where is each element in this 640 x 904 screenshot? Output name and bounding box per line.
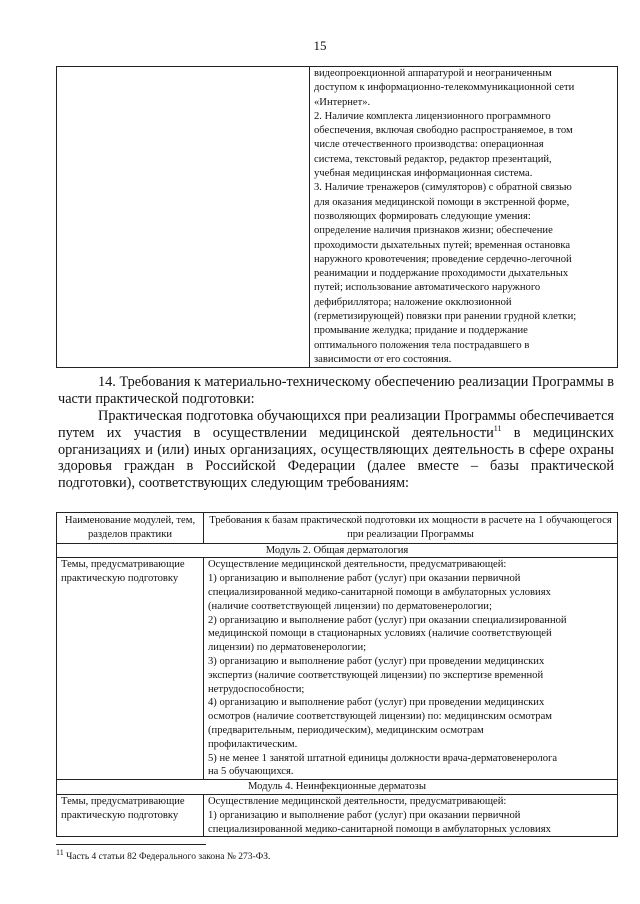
requirement-line: специализированной медико-санитарной помощи в амбулаторных условиях (208, 823, 551, 835)
top-table-line: промывание желудка; придание и поддержание (314, 325, 528, 337)
requirement-line: 4) организацию и выполнение работ (услуг) при проведении медицинских (208, 697, 545, 709)
table-row (57, 558, 618, 780)
requirement-line: экспертиз (наличие соответствующей лицензии) по экспертизе временной (208, 669, 544, 681)
requirement-line: лицензии) по дерматовенерологии; (208, 642, 367, 654)
top-table-line: доступом к информационно-телекоммуникационной сети (314, 82, 575, 94)
section-14-heading-text: 14. Требования к материально-техническому обеспечению реализации Программы в части практической подготовки: (58, 374, 614, 407)
requirement-line: профилактическим. (208, 738, 298, 750)
top-table-line: учебная медицинская информационная система. (314, 168, 533, 180)
module-row (57, 543, 618, 558)
requirement-line: 2) организацию и выполнение работ (услуг) при оказании специализированной (208, 614, 567, 626)
module-4-title: Модуль 4. Неинфекционные дерматозы (57, 780, 618, 795)
module-4-requirements-cell (204, 794, 618, 836)
requirement-line: (наличие соответствующей лицензии) по дерматовенерологии; (208, 600, 492, 612)
requirement-line: (предварительным, периодическим), медицинским осмотрам (208, 724, 484, 736)
top-table-line: наружного кровотечения; проведение сердечно-легочной (314, 253, 572, 265)
module-row (57, 780, 618, 795)
top-table-line: для оказания медицинской помощи в экстренной форме, (314, 196, 570, 208)
top-requirements-table (56, 66, 618, 368)
top-table-content-cell (310, 67, 618, 368)
footnote (56, 847, 271, 862)
footnote-reference: 11 (493, 424, 502, 434)
requirement-line: нетрудоспособности; (208, 683, 305, 695)
section-14-body-text-2: в медицинских организациях и (или) иных организациях, осуществляющих деятельность в сфере охраны здоровья граждан в Российской Федерации (далее вместе – базы практической подготовки), соответствующих следующим требованиям: (58, 424, 614, 492)
requirement-line: специализированной медико-санитарной помощи в амбулаторных условиях (208, 586, 551, 598)
requirement-line: на 5 обучающихся. (208, 766, 294, 778)
top-table-line: числе отечественного производства: операционная (314, 139, 544, 151)
practice-requirements-table (56, 512, 618, 837)
footnote-separator (56, 844, 206, 845)
module-4-topics-cell: Темы, предусматривающие практическую подготовку (57, 794, 204, 836)
top-table-line: (герметизирующей) повязки при ранении грудной клетки; (314, 311, 577, 323)
module-2-requirements-cell (204, 558, 618, 780)
top-table-line: обеспечения, включая свободно распространяемое, в том (314, 125, 573, 137)
page-number: 15 (313, 38, 327, 53)
requirement-line: Осуществление медицинской деятельности, предусматривающей: (208, 795, 507, 807)
requirement-line: медицинской помощи в стационарных условиях (наличие соответствующей (208, 628, 552, 640)
requirement-line: 5) не менее 1 занятой штатной единицы должности врача-дерматовенеролога (208, 752, 558, 764)
table-row (57, 794, 618, 836)
section-14-body (58, 408, 614, 492)
top-table-line: оптимального положения тела пострадавшего в (314, 339, 530, 351)
top-table-line: позволяющих формировать следующие умения: (314, 210, 531, 222)
requirement-line: 3) организацию и выполнение работ (услуг) при проведении медицинских (208, 655, 545, 667)
top-table-line: видеопроекционной аппаратурой и неограниченным (314, 68, 552, 79)
footnote-number: 11 (56, 847, 64, 857)
header-requirements-column: Требования к базам практической подготовки их мощности в расчете на 1 обучающегося при реализации Программы (204, 513, 618, 544)
table-header-row (57, 513, 618, 544)
top-table-line: «Интернет». (314, 96, 371, 108)
header-modules-column: Наименование модулей, тем, разделов практики (57, 513, 204, 544)
section-14-heading (58, 374, 614, 408)
top-table-empty-cell (57, 67, 310, 368)
top-table-line: 3. Наличие тренажеров (симуляторов) с обратной связью (314, 182, 572, 194)
top-table-line: 2. Наличие комплекта лицензионного программного (314, 110, 551, 122)
top-table-line: дефибриллятора; наложение окклюзионной (314, 296, 512, 308)
top-table-line: определение наличия признаков жизни; обеспечение (314, 225, 553, 237)
top-table-line: зависимости от его состояния. (314, 353, 452, 365)
section-14-body-text-1: Практическая подготовка обучающихся при реализации Программы обеспечивается путем их участия в осуществлении медицинской деятельности (58, 408, 614, 441)
module-2-title: Модуль 2. Общая дерматология (57, 543, 618, 558)
requirement-line: осмотров (наличие соответствующей лицензии) по: медицинским осмотрам (208, 711, 553, 723)
top-table-line: проходимости дыхательных путей; временная остановка (314, 239, 571, 251)
module-2-topics-cell: Темы, предусматривающие практическую подготовку (57, 558, 204, 780)
requirement-line: 1) организацию и выполнение работ (услуг) при оказании первичной (208, 573, 521, 585)
requirement-line: Осуществление медицинской деятельности, предусматривающей: (208, 559, 507, 571)
top-table-line: система, текстовый редактор, редактор презентаций, (314, 153, 552, 165)
footnote-text: Часть 4 статьи 82 Федерального закона № 273-ФЗ. (63, 852, 271, 862)
top-table-line: реанимации и поддержание проходимости дыхательных (314, 268, 569, 280)
requirement-line: 1) организацию и выполнение работ (услуг) при оказании первичной (208, 809, 521, 821)
top-table-line: путей; использование автоматического наружного (314, 282, 541, 294)
